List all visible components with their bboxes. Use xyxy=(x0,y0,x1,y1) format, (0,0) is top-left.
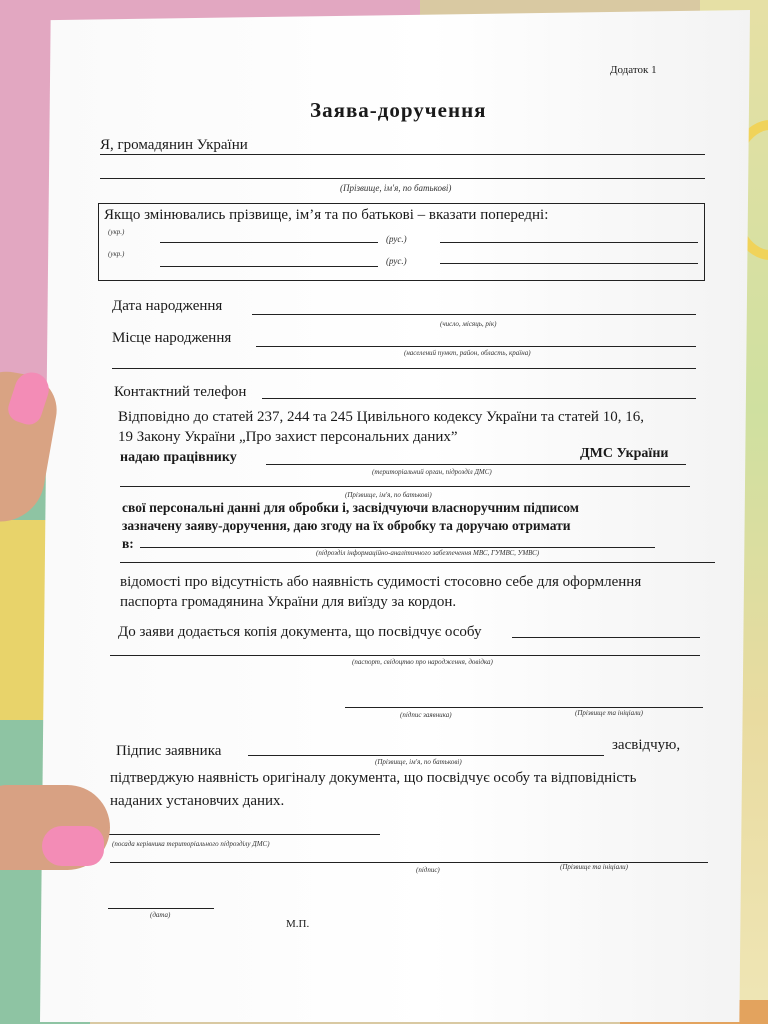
birth-place-line xyxy=(256,346,696,347)
rus-line-2 xyxy=(440,263,698,264)
info-text-2: паспорта громадянина України для виїзду за кордон. xyxy=(120,594,457,610)
consent-caption: (підрозділ інформаційно-аналітичного забезпечення МВС, ГУМВС, УМВС) xyxy=(316,549,540,557)
legal-text-1: Відповідно до статей 237, 244 та 245 Цивільного кодексу України та статей 10, 16, xyxy=(118,409,644,425)
birth-date-label: Дата народження xyxy=(112,298,223,314)
attachment-label: До заяви додається копія документа, що посвідчує особу xyxy=(118,624,482,640)
grant-office-caption: (територіальний орган, підрозділ ДМС) xyxy=(372,468,492,476)
grant-person-line xyxy=(120,486,690,487)
birth-place-line-2 xyxy=(112,368,696,369)
info-text-1: відомості про відсутність або наявність судимості стосовно себе для оформлення xyxy=(120,574,642,590)
grant-label: надаю працівнику xyxy=(120,450,237,465)
head-position-line xyxy=(108,834,380,835)
grant-office-line xyxy=(266,464,686,465)
attachment-caption: (паспорт, свідоцтво про народження, довідка) xyxy=(352,658,493,666)
previous-names-prompt: Якщо змінювались прізвище, ім’я та по батькові – вказати попередні: xyxy=(104,207,549,223)
consent-line xyxy=(140,547,655,548)
legal-text-2: 19 Закону України „Про захист персональних даних” xyxy=(118,429,458,445)
phone-label: Контактний телефон xyxy=(114,384,247,400)
head-position-caption: (посада керівника територіального підрозділу ДМС) xyxy=(112,840,270,848)
confirm-text-2: наданих установчих даних. xyxy=(110,793,285,809)
appendix-label: Додаток 1 xyxy=(610,64,657,76)
dms-label: ДМС України xyxy=(580,446,669,461)
name-line-2 xyxy=(100,178,705,179)
consent-text-3: в: xyxy=(122,536,134,551)
document-sheet xyxy=(40,10,750,1022)
ukr-line-1 xyxy=(160,242,378,243)
head-name-caption: (Прізвище та ініціали) xyxy=(560,863,628,871)
date-caption: (дата) xyxy=(150,911,171,919)
signature-caption: (Прізвище, ім'я, по батькові) xyxy=(375,758,462,766)
attachment-line-2 xyxy=(110,655,700,656)
stamp-label: М.П. xyxy=(286,918,310,930)
signature-line xyxy=(248,755,604,756)
applicant-name-caption: (Прізвище та ініціали) xyxy=(575,709,643,717)
ukr-label-2: (укр.) xyxy=(108,250,125,258)
attachment-line xyxy=(512,637,700,638)
birth-place-caption: (населений пункт, район, область, країна) xyxy=(404,349,531,357)
consent-line-2 xyxy=(120,562,715,563)
consent-text-2: зазначену заяву-доручення, даю згоду на їх обробку та доручаю отримати xyxy=(122,518,571,533)
date-line xyxy=(108,908,214,909)
grant-person-caption: (Прізвище, ім'я, по батькові) xyxy=(345,491,432,499)
document-title: Заява-доручення xyxy=(310,98,487,122)
birth-place-label: Місце народження xyxy=(112,330,232,346)
consent-text-1: свої персональні данні для обробки і, засвідчуючи власноручним підписом xyxy=(122,500,579,515)
rus-line-1 xyxy=(440,242,698,243)
rus-label-2: (рус.) xyxy=(386,256,407,266)
applicant-signature-line xyxy=(345,707,703,708)
signature-label: Підпис заявника xyxy=(116,743,222,759)
confirm-text-1: підтверджую наявність оригіналу документа, що посвідчує особу та відповідність xyxy=(110,770,637,786)
finger-nail xyxy=(42,826,104,866)
full-name-caption: (Прізвище, ім'я, по батькові) xyxy=(340,183,452,193)
ukr-label-1: (укр.) xyxy=(108,228,125,236)
rus-label-1: (рус.) xyxy=(386,234,407,244)
intro-text: Я, громадянин України xyxy=(100,137,248,153)
name-line-1 xyxy=(100,154,705,155)
ukr-line-2 xyxy=(160,266,378,267)
applicant-signature-caption: (підпис заявника) xyxy=(400,711,452,719)
birth-date-caption: (число, місяць, рік) xyxy=(440,320,497,328)
birth-date-line xyxy=(252,314,696,315)
phone-line xyxy=(262,398,696,399)
head-signature-caption: (підпис) xyxy=(416,866,440,874)
certify-text: засвідчую, xyxy=(612,737,681,753)
